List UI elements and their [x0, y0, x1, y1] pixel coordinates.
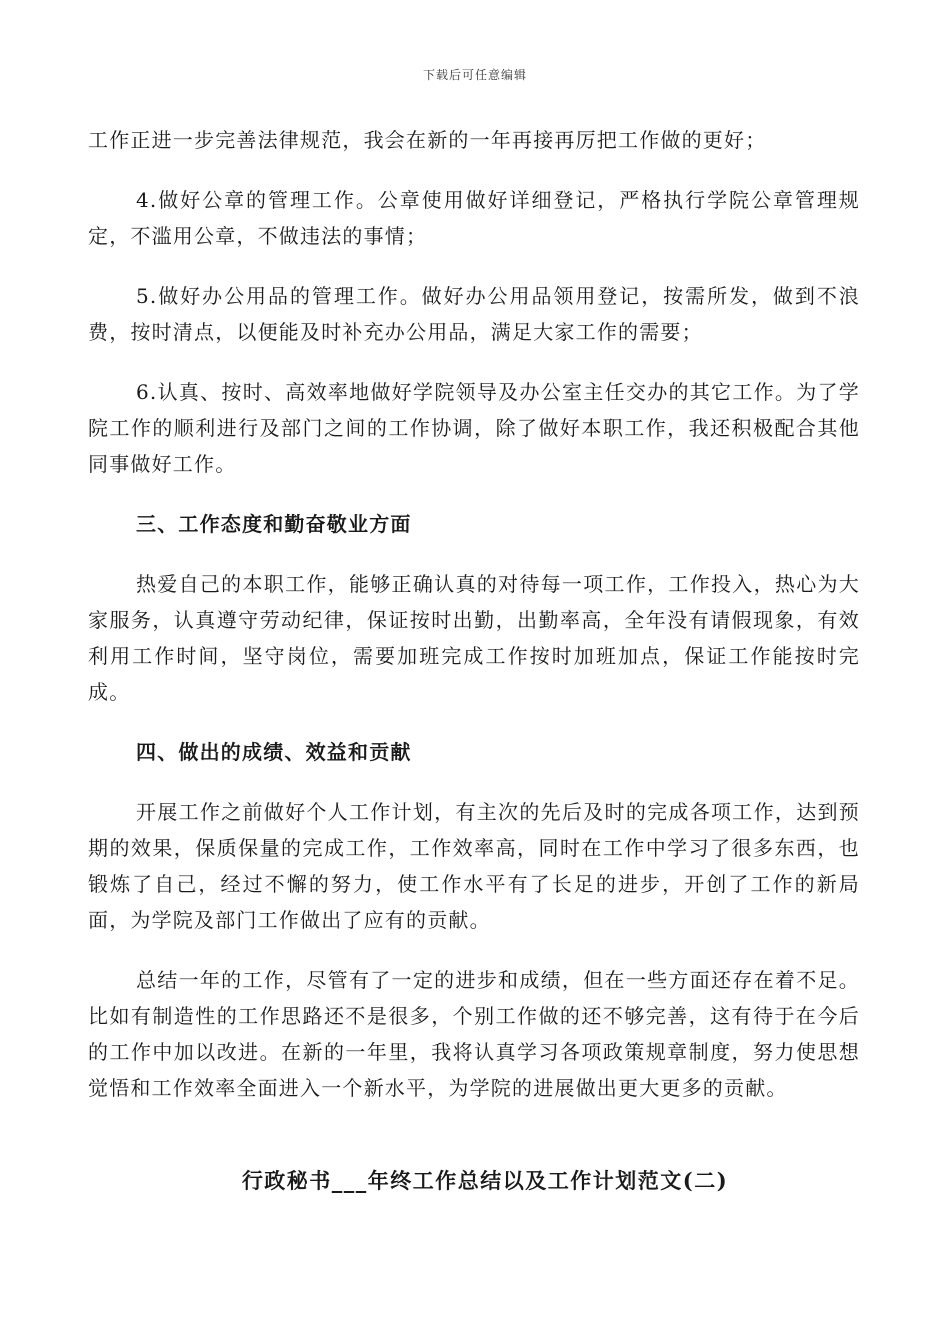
- paragraph-achievements: 开展工作之前做好个人工作计划，有主次的先后及时的完成各项工作，达到预期的效果，保质保量的完成工作，工作效率高，同时在工作中学习了很多东西，也锻炼了自己，经过不懈的努力，使工作水平有了长足的进步，开创了工作的新局面，为学院及部门工作做出了应有的贡献。: [88, 800, 860, 932]
- page-header: 下载后可任意编辑: [422, 68, 527, 82]
- paragraph-work-attitude: 热爱自己的本职工作，能够正确认真的对待每一项工作，工作投入，热心为大家服务，认真遵守劳动纪律，保证按时出勤，出勤率高，全年没有请假现象，有效利用工作时间，坚守岗位，需要加班完成工作按时加班加点，保证工作能按时完成。: [88, 572, 860, 704]
- document-title: 行政秘书___年终工作总结以及工作计划范文(二): [241, 1168, 729, 1193]
- paragraph-item-5: 5.做好办公用品的管理工作。做好办公用品领用登记，按需所发，做到不浪费，按时清点，以便能及时补充办公用品，满足大家工作的需要；: [88, 284, 860, 344]
- document-body: [88, 122, 860, 1130]
- section-heading-3: 三、工作态度和勤奋敬业方面: [136, 512, 412, 536]
- section-heading-4: 四、做出的成绩、效益和贡献: [136, 740, 412, 764]
- paragraph-summary: 总结一年的工作，尽管有了一定的进步和成绩，但在一些方面还存在着不足。比如有制造性的工作思路还不是很多，个别工作做的还不够完善，这有待于在今后的工作中加以改进。在新的一年里，我将认真学习各项政策规章制度，努力使思想觉悟和工作效率全面进入一个新水平，为学院的进展做出更大更多的贡献。: [88, 968, 860, 1100]
- paragraph-item-6: 6.认真、按时、高效率地做好学院领导及办公室主任交办的其它工作。为了学院工作的顺利进行及部门之间的工作协调，除了做好本职工作，我还积极配合其他同事做好工作。: [88, 380, 860, 476]
- paragraph-item-4: 4.做好公章的管理工作。公章使用做好详细登记，严格执行学院公章管理规定，不滥用公章，不做违法的事情；: [88, 188, 860, 248]
- paragraph-continuation: 工作正进一步完善法律规范，我会在新的一年再接再厉把工作做的更好；: [88, 128, 767, 152]
